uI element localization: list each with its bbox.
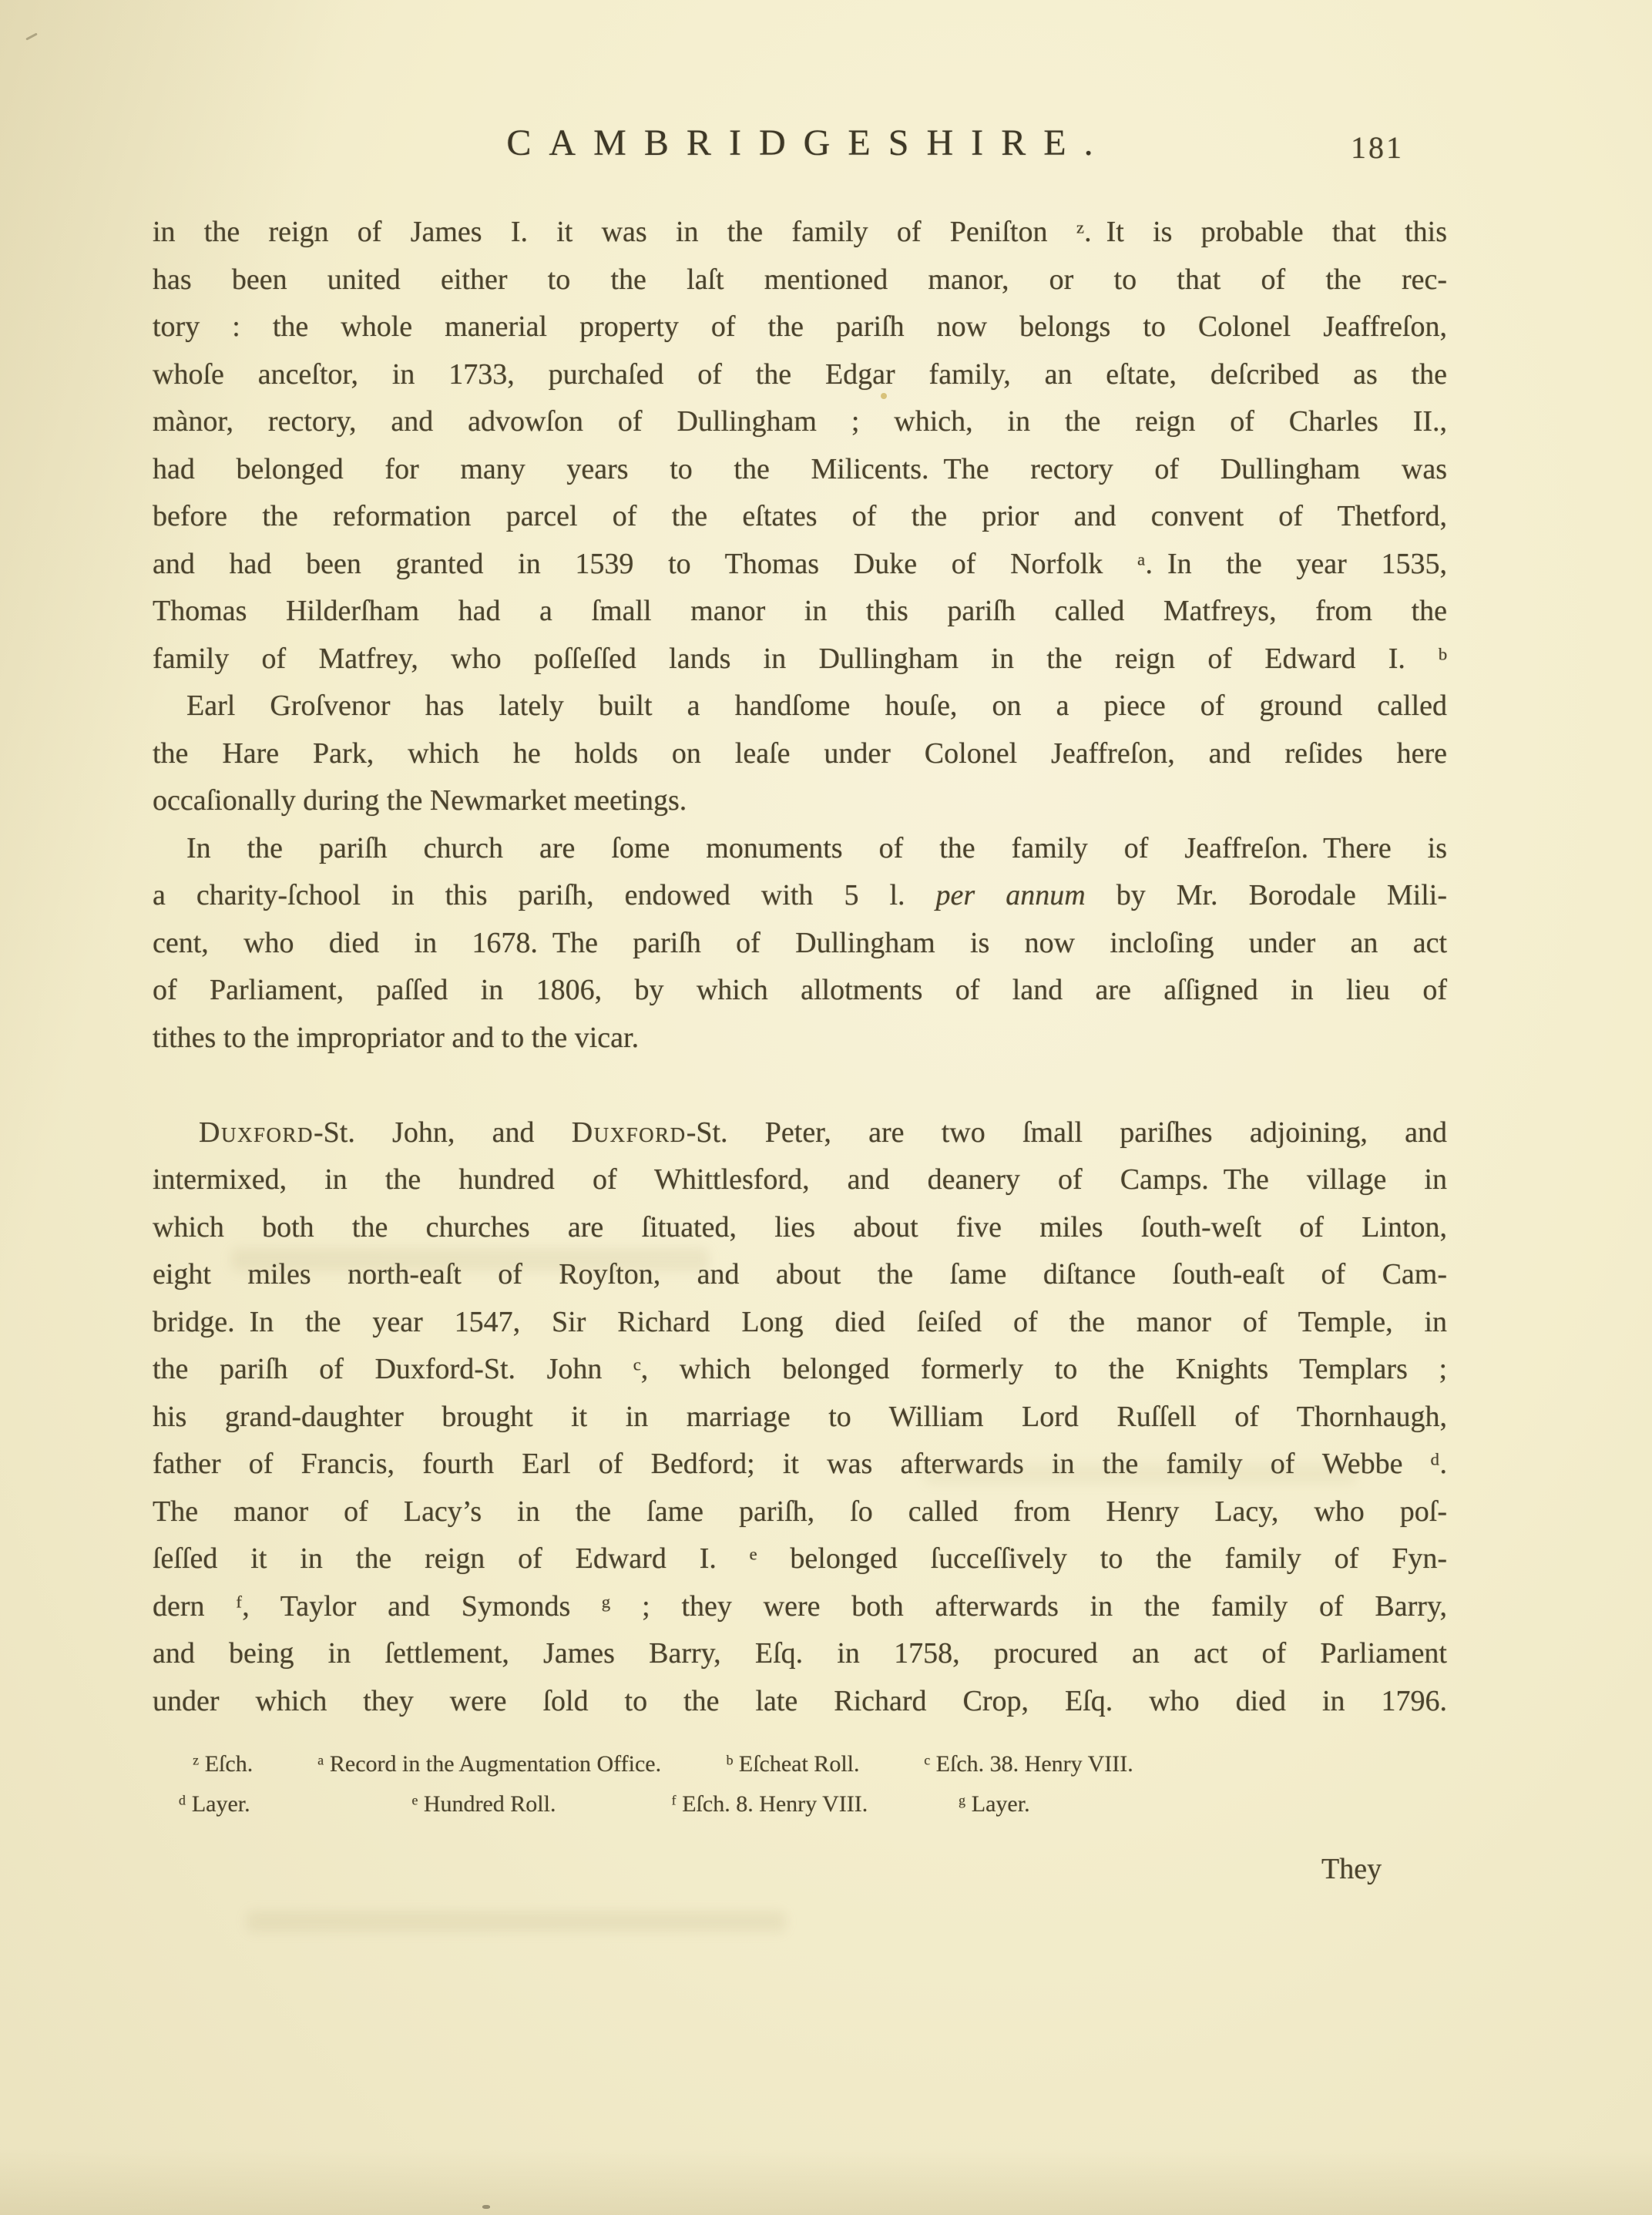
- text-line: which both the churches are ſituated, lies about five miles ſouth-weſt of Linton,: [153, 1210, 1447, 1243]
- footnote-entry: ᵇ Eſcheat Roll.: [726, 1751, 860, 1777]
- text-line: and being in ſettlement, James Barry, Eſq. in 1758, procured an act of Parliament: [153, 1637, 1447, 1670]
- text-line: intermixed, in the hundred of Whittlesford, and deanery of Camps. The village in: [153, 1163, 1447, 1196]
- text-line: his grand-daughter brought it in marriage to William Lord Ruſſell of Thornhaugh,: [153, 1400, 1447, 1433]
- text-line: the pariſh of Duxford-St. John ᶜ, which belonged formerly to the Knights Templars ;: [153, 1353, 1447, 1385]
- italic-latin-phrase: per annum: [935, 879, 1086, 911]
- text-line: eight miles north-eaſt of Royſton, and about the ſame diſtance ſouth-eaſt of Cam-: [153, 1258, 1447, 1290]
- footnote-entry: ᶻ Eſch.: [193, 1751, 254, 1777]
- paragraph-duxford: [153, 1109, 1447, 1726]
- footnote-entry: ᵃ Record in the Augmentation Office.: [317, 1751, 662, 1777]
- ink-speck: [482, 2205, 490, 2209]
- text-line: had belonged for many years to the Milicents. The rectory of Dullingham was: [153, 452, 1447, 485]
- small-caps-placename: Duxford: [199, 1116, 314, 1149]
- footnote-entry: ᵍ Layer.: [959, 1791, 1030, 1817]
- ink-speck: [25, 32, 38, 40]
- page-number: 181: [1351, 130, 1404, 165]
- text-line: cent, who died in 1678. The pariſh of Dullingham is now incloſing under an act: [153, 926, 1447, 959]
- paragraph-dullingham-manor: [153, 209, 1447, 683]
- footnotes-block: [153, 1744, 1447, 1824]
- text-line: in the reign of James I. it was in the family of Peniſton ᶻ. It is probable that this: [153, 216, 1447, 248]
- text-line: bridge. In the year 1547, Sir Richard Long died ſeiſed of the manor of Temple, in: [153, 1305, 1447, 1338]
- text-line: father of Francis, fourth Earl of Bedford; it was afterwards in the family of Webbe ᵈ.: [153, 1448, 1447, 1480]
- text-segment: -St. Peter, are two ſmall pariſhes adjoining, and: [686, 1116, 1447, 1149]
- text-line: dern ᶠ, Taylor and Symonds ᵍ ; they were both afterwards in the family of Barry,: [153, 1589, 1447, 1623]
- small-caps-placename: Duxford: [571, 1116, 687, 1149]
- text-line: before the reformation parcel of the eſtates of the prior and convent of Thetford,: [153, 500, 1447, 532]
- footnote-row: [153, 1744, 1447, 1784]
- page-body: [153, 209, 1447, 1725]
- text-line: occaſionally during the Newmarket meetings.: [153, 784, 687, 817]
- footnote-row: [153, 1784, 1447, 1824]
- text-segment: -St. John, and: [313, 1116, 572, 1149]
- text-line: Thomas Hilderſham had a ſmall manor in this pariſh called Matfreys, from the: [153, 595, 1447, 627]
- footnote-entry: ᵈ Layer.: [179, 1791, 250, 1817]
- text-line: under which they were ſold to the late Richard Crop, Eſq. who died in 1796.: [153, 1684, 1447, 1717]
- paragraph-earl-grosvenor: [153, 683, 1447, 825]
- catchword: They: [1321, 1853, 1382, 1885]
- text-line: mànor, rectory, and advowſon of Dullingham ; which, in the reign of Charles II.,: [153, 405, 1447, 438]
- footnote-entry: ᶜ Eſch. 38. Henry VIII.: [924, 1751, 1133, 1777]
- show-through-smudge: [247, 1911, 786, 1932]
- text-line: In the pariſh church are ſome monuments of the family of Jeaffreſon. There is: [186, 831, 1447, 864]
- running-title: CAMBRIDGESHIRE.: [506, 122, 1111, 163]
- text-line: [153, 1109, 1447, 1157]
- text-line: tory : the whole manerial property of the pariſh now belongs to Colonel Jeaffreſon,: [153, 310, 1447, 343]
- text-line: the Hare Park, which he holds on leaſe under Colonel Jeaffreſon, and reſides here: [153, 737, 1447, 770]
- text-line: family of Matfrey, who poſſeſſed lands in Dullingham in the reign of Edward I. ᵇ: [153, 642, 1447, 675]
- text-segment: a charity-ſchool in this pariſh, endowed with 5 l.: [153, 879, 936, 911]
- text-line: of Parliament, paſſed in 1806, by which allotments of land are aſſigned in lieu of: [153, 974, 1447, 1006]
- page-header: [153, 122, 1447, 168]
- footnote-entry: ᶠ Eſch. 8. Henry VIII.: [671, 1791, 868, 1817]
- text-line: Earl Groſvenor has lately built a handſome houſe, on a piece of ground called: [186, 690, 1447, 722]
- text-line: [153, 872, 1447, 920]
- text-line: and had been granted in 1539 to Thomas Duke of Norfolk ᵃ. In the year 1535,: [153, 547, 1447, 580]
- text-segment: by Mr. Borodale Mili-: [1085, 879, 1447, 911]
- text-line: whoſe anceſtor, in 1733, purchaſed of the Edgar family, an eſtate, deſcribed as the: [153, 357, 1447, 391]
- paragraph-parish-church: [153, 825, 1447, 1062]
- footnote-entry: ᵉ Hundred Roll.: [411, 1791, 556, 1817]
- text-line: The manor of Lacy’s in the ſame pariſh, ſo called from Henry Lacy, who poſ-: [153, 1495, 1447, 1528]
- text-line: tithes to the impropriator and to the vicar.: [153, 1021, 640, 1054]
- text-line: ſeſſed it in the reign of Edward I. ᵉ belonged ſucceſſively to the family of Fyn-: [153, 1542, 1447, 1575]
- text-line: has been united either to the laſt mentioned manor, or to that of the rec-: [153, 263, 1447, 296]
